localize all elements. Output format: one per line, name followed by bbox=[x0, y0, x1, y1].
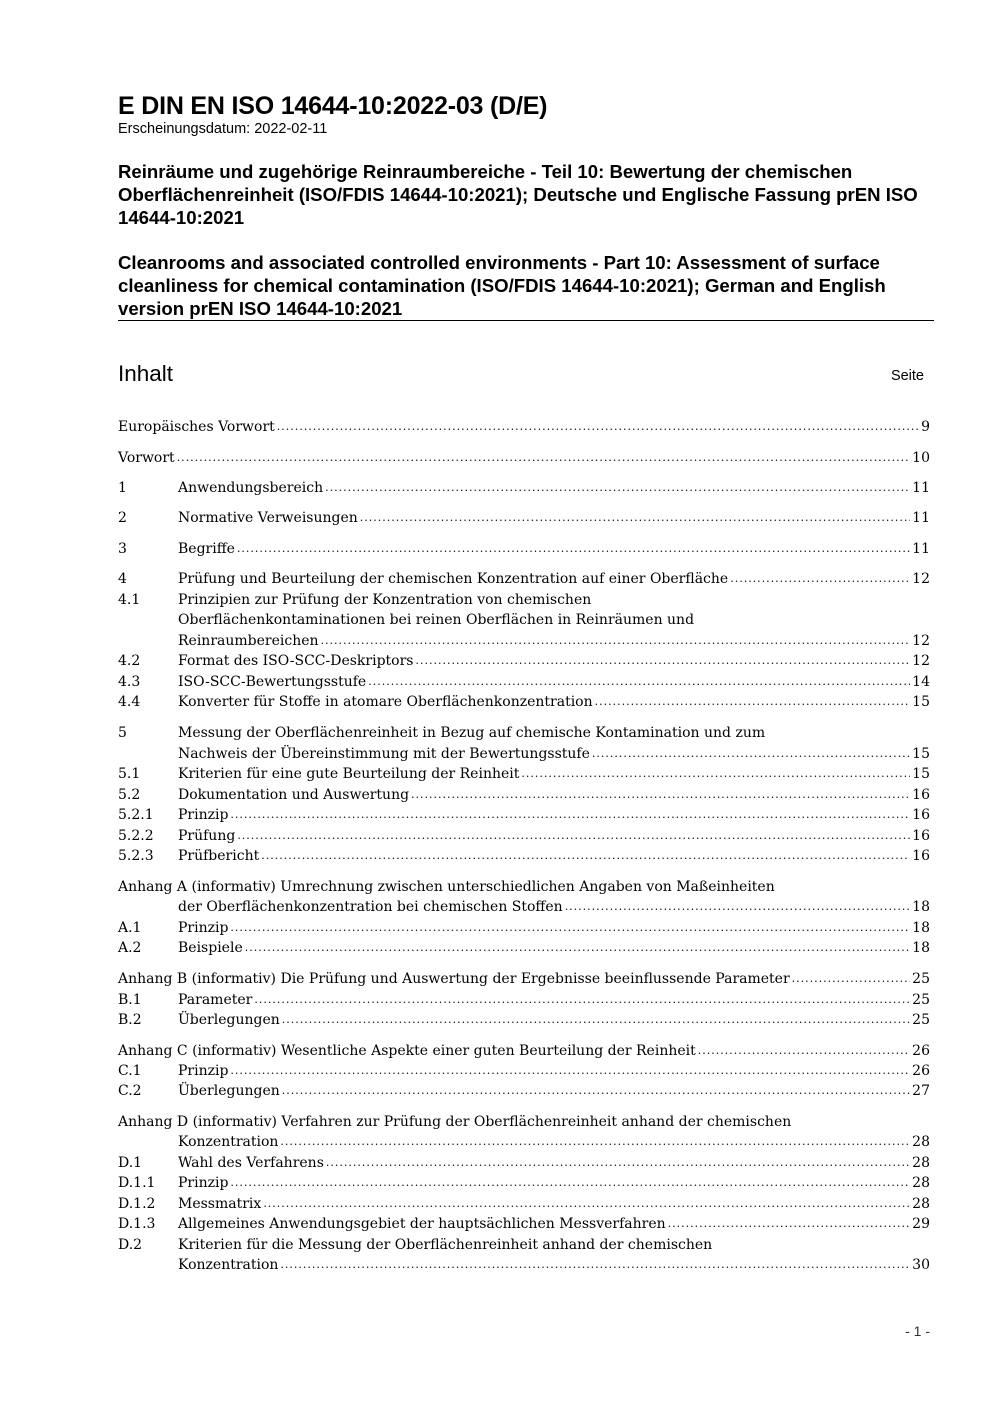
toc-entry-title: Konzentration bbox=[178, 1134, 279, 1150]
toc-entry-number: C.2 bbox=[118, 1083, 142, 1099]
toc-entry-title: Dokumentation und Auswertung bbox=[178, 787, 410, 803]
toc-entry-page: 16 bbox=[912, 848, 930, 864]
toc-leader-dots bbox=[280, 1255, 910, 1275]
toc-entry-title: Format des ISO-SCC-Deskriptors bbox=[178, 653, 414, 669]
toc-entry-title: Prüfbericht bbox=[178, 848, 260, 864]
toc-entry[interactable] bbox=[118, 1081, 930, 1101]
toc-entry-title: Anhang D (informativ) Verfahren zur Prüfung der Oberflächenreinheit anhand der chemischen bbox=[118, 1114, 792, 1130]
toc-entry-number: 4.2 bbox=[118, 653, 141, 669]
toc-entry-page: 12 bbox=[912, 571, 930, 587]
toc-entry[interactable] bbox=[118, 1112, 930, 1132]
toc-entry[interactable] bbox=[118, 610, 930, 630]
toc-entry-title: Prinzip bbox=[178, 1063, 229, 1079]
toc-leader-dots bbox=[230, 1061, 910, 1081]
toc-entry-title: Oberflächenkontaminationen bei reinen Oberflächen in Reinräumen und bbox=[178, 612, 695, 628]
toc-entry-page: 16 bbox=[912, 807, 930, 823]
toc-entry-title: Überlegungen bbox=[178, 1012, 280, 1028]
toc-entry[interactable] bbox=[118, 1173, 930, 1193]
toc-leader-dots bbox=[245, 938, 910, 958]
toc-entry-number: D.1.2 bbox=[118, 1196, 156, 1212]
toc-leader-dots bbox=[282, 1010, 910, 1030]
toc-leader-dots bbox=[230, 805, 910, 825]
toc-leader-dots bbox=[237, 826, 910, 846]
toc-entry[interactable] bbox=[118, 672, 930, 692]
toc-leader-dots bbox=[263, 1194, 910, 1214]
toc-entry[interactable] bbox=[118, 826, 930, 846]
toc-entry[interactable] bbox=[118, 990, 930, 1010]
toc-entry-number: 3 bbox=[118, 541, 127, 557]
toc-entry[interactable] bbox=[118, 417, 930, 437]
toc-entry-page: 15 bbox=[912, 766, 930, 782]
toc-entry-title: Kriterien für eine gute Beurteilung der Reinheit bbox=[178, 766, 520, 782]
header-divider bbox=[118, 320, 934, 321]
toc-entry-title: Nachweis der Übereinstimmung mit der Bewertungsstufe bbox=[178, 746, 590, 762]
publication-date: Erscheinungsdatum: 2022-02-11 bbox=[118, 121, 328, 137]
toc-leader-dots bbox=[254, 990, 910, 1010]
toc-entry-title: Prüfung und Beurteilung der chemischen Konzentration auf einer Oberfläche bbox=[178, 571, 729, 587]
toc-entry[interactable] bbox=[118, 744, 930, 764]
toc-entry-number: D.1.3 bbox=[118, 1216, 156, 1232]
toc-entry-page: 28 bbox=[912, 1196, 930, 1212]
toc-entry[interactable] bbox=[118, 1061, 930, 1081]
toc-entry-number: A.2 bbox=[118, 940, 142, 956]
toc-entry-number: 5.2.2 bbox=[118, 828, 154, 844]
toc-leader-dots bbox=[237, 539, 910, 559]
toc-entry-title: Wahl des Verfahrens bbox=[178, 1155, 324, 1171]
toc-entry-number: B.1 bbox=[118, 992, 142, 1008]
toc-entry-title: Vorwort bbox=[118, 450, 175, 466]
document-id: E DIN EN ISO 14644-10:2022-03 (D/E) bbox=[118, 92, 548, 120]
toc-entry-page: 15 bbox=[912, 694, 930, 710]
toc-entry-page: 18 bbox=[912, 940, 930, 956]
toc-entry-number: B.2 bbox=[118, 1012, 142, 1028]
toc-leader-dots bbox=[230, 1173, 910, 1193]
toc-entry-page: 15 bbox=[912, 746, 930, 762]
toc-entry[interactable] bbox=[118, 897, 930, 917]
toc-entry-page: 11 bbox=[912, 510, 930, 526]
toc-leader-dots bbox=[521, 764, 910, 784]
toc-entry-title: Allgemeines Anwendungsgebiet der hauptsächlichen Messverfahren bbox=[178, 1216, 666, 1232]
toc-entry-title: Konzentration bbox=[178, 1257, 279, 1273]
toc-entry-number: D.1.1 bbox=[118, 1175, 156, 1191]
toc-entry-number: C.1 bbox=[118, 1063, 142, 1079]
toc-entry[interactable] bbox=[118, 692, 930, 712]
toc-entry-title: Normative Verweisungen bbox=[178, 510, 358, 526]
toc-entry-title: Begriffe bbox=[178, 541, 235, 557]
toc-leader-dots bbox=[698, 1041, 910, 1061]
toc-heading: Inhalt bbox=[118, 361, 174, 386]
toc-leader-dots bbox=[415, 651, 910, 671]
toc-leader-dots bbox=[565, 897, 910, 917]
toc-leader-dots bbox=[280, 1132, 910, 1152]
toc-entry[interactable] bbox=[118, 539, 930, 559]
toc-entry-title: Kriterien für die Messung der Oberflächenreinheit anhand der chemischen bbox=[178, 1237, 713, 1253]
toc-entry-number: 1 bbox=[118, 480, 127, 496]
toc-leader-dots bbox=[592, 744, 910, 764]
toc-entry-page: 28 bbox=[912, 1155, 930, 1171]
toc-entry-page: 12 bbox=[912, 633, 930, 649]
toc-entry-page: 28 bbox=[912, 1175, 930, 1191]
toc-entry-number: 5.2 bbox=[118, 787, 141, 803]
toc-entry-page: 12 bbox=[912, 653, 930, 669]
toc-leader-dots bbox=[730, 569, 910, 589]
toc-entry-number: 5.2.3 bbox=[118, 848, 154, 864]
toc-entry[interactable] bbox=[118, 651, 930, 671]
toc-entry-page: 18 bbox=[912, 899, 930, 915]
toc-entry-page: 16 bbox=[912, 787, 930, 803]
toc-leader-dots bbox=[668, 1214, 911, 1234]
toc-entry-page: 11 bbox=[912, 480, 930, 496]
toc-entry-title: Prinzip bbox=[178, 920, 229, 936]
toc-entry-number: D.2 bbox=[118, 1237, 143, 1253]
toc-entry[interactable] bbox=[118, 846, 930, 866]
page-number: - 1 - bbox=[905, 1323, 930, 1339]
toc-entry[interactable] bbox=[118, 1041, 930, 1061]
toc-entry-page: 9 bbox=[921, 419, 930, 435]
toc-entry-title: Prinzipien zur Prüfung der Konzentration von chemischen bbox=[178, 592, 592, 608]
toc-entry[interactable] bbox=[118, 448, 930, 468]
toc-leader-dots bbox=[261, 846, 910, 866]
toc-entry-number: 4.3 bbox=[118, 674, 141, 690]
toc-entry[interactable] bbox=[118, 569, 930, 589]
toc-entry[interactable] bbox=[118, 785, 930, 805]
toc-entry[interactable] bbox=[118, 631, 930, 651]
toc-entry-title: Anhang C (informativ) Wesentliche Aspekte einer guten Beurteilung der Reinheit bbox=[118, 1043, 696, 1059]
toc-entry-title: Reinraumbereichen bbox=[178, 633, 319, 649]
toc-entry[interactable] bbox=[118, 1132, 930, 1152]
toc-entry-title: Messung der Oberflächenreinheit in Bezug auf chemische Kontamination und zum bbox=[178, 725, 766, 741]
toc-entry-page: 27 bbox=[912, 1083, 930, 1099]
toc-entry[interactable] bbox=[118, 1010, 930, 1030]
toc-entry-page: 29 bbox=[912, 1216, 930, 1232]
toc-entry[interactable] bbox=[118, 877, 930, 897]
toc-entry-title: Prüfung bbox=[178, 828, 236, 844]
toc-entry-number: 5.1 bbox=[118, 766, 141, 782]
toc-entry-page: 28 bbox=[912, 1134, 930, 1150]
toc-entry-number: 4.4 bbox=[118, 694, 141, 710]
toc-entry-title: Anwendungsbereich bbox=[178, 480, 324, 496]
toc-entry[interactable] bbox=[118, 723, 930, 743]
toc-entry-title: Konverter für Stoffe in atomare Oberflächenkonzentration bbox=[178, 694, 593, 710]
toc-entry-page: 25 bbox=[912, 971, 930, 987]
toc-leader-dots bbox=[411, 785, 910, 805]
toc-entry-page: 11 bbox=[912, 541, 930, 557]
toc-leader-dots bbox=[177, 448, 910, 468]
title-english: Cleanrooms and associated controlled environments - Part 10: Assessment of surface cleanliness for chemical contamination (ISO/FDIS 14644-10:2021); German and English version prEN ISO 14644-10:2021 bbox=[118, 252, 886, 319]
toc-leader-dots bbox=[326, 1153, 910, 1173]
toc-entry[interactable] bbox=[118, 1214, 930, 1234]
toc-entry-page: 26 bbox=[912, 1063, 930, 1079]
toc-entry-title: Überlegungen bbox=[178, 1083, 280, 1099]
toc-entry-page: 16 bbox=[912, 828, 930, 844]
toc-entry[interactable] bbox=[118, 969, 930, 989]
toc-entry-title: Messmatrix bbox=[178, 1196, 262, 1212]
toc-entry-page: 30 bbox=[912, 1257, 930, 1273]
toc-entry-title: Europäisches Vorwort bbox=[118, 419, 275, 435]
toc-entry[interactable] bbox=[118, 590, 930, 610]
toc-entry-title: Beispiele bbox=[178, 940, 243, 956]
toc-entry-number: 5 bbox=[118, 725, 127, 741]
toc-leader-dots bbox=[321, 631, 911, 651]
toc-entry[interactable] bbox=[118, 938, 930, 958]
toc-entry-title: Parameter bbox=[178, 992, 253, 1008]
title-german: Reinräume und zugehörige Reinraumbereiche - Teil 10: Bewertung der chemischen Oberflächenreinheit (ISO/FDIS 14644-10:2021); Deutsche und Englische Fassung prEN ISO 14644-10:2021 bbox=[118, 161, 918, 228]
toc-entry-title: Anhang A (informativ) Umrechnung zwischen unterschiedlichen Angaben von Maßeinheiten bbox=[118, 879, 775, 895]
toc-page-column-label: Seite bbox=[890, 368, 924, 384]
toc-entry[interactable] bbox=[118, 1153, 930, 1173]
toc-entry[interactable] bbox=[118, 478, 930, 498]
toc-entry[interactable] bbox=[118, 1235, 930, 1255]
toc-leader-dots bbox=[230, 918, 910, 938]
toc-entry-number: 4.1 bbox=[118, 592, 141, 608]
toc-entry-page: 10 bbox=[912, 450, 930, 466]
toc-entry-page: 26 bbox=[912, 1043, 930, 1059]
toc-entry[interactable] bbox=[118, 1255, 930, 1275]
toc-entry[interactable] bbox=[118, 1194, 930, 1214]
toc-entry-title: Prinzip bbox=[178, 807, 229, 823]
toc-entry-title: ISO-SCC-Bewertungsstufe bbox=[178, 674, 367, 690]
toc-entry[interactable] bbox=[118, 918, 930, 938]
toc-entry[interactable] bbox=[118, 508, 930, 528]
toc-entry-number: 4 bbox=[118, 571, 127, 587]
toc-leader-dots bbox=[325, 478, 910, 498]
toc-leader-dots bbox=[595, 692, 911, 712]
toc-entry-page: 14 bbox=[912, 674, 930, 690]
toc-entry[interactable] bbox=[118, 764, 930, 784]
toc-entry-title: Anhang B (informativ) Die Prüfung und Auswertung der Ergebnisse beeinflussende Parameter bbox=[118, 971, 790, 987]
toc-entry-title: der Oberflächenkonzentration bei chemischen Stoffen bbox=[178, 899, 563, 915]
toc-entry-number: 2 bbox=[118, 510, 127, 526]
toc-entry[interactable] bbox=[118, 805, 930, 825]
toc-entry-number: 5.2.1 bbox=[118, 807, 154, 823]
toc-entry-number: A.1 bbox=[118, 920, 142, 936]
toc-entry-page: 25 bbox=[912, 1012, 930, 1028]
toc-entry-page: 25 bbox=[912, 992, 930, 1008]
toc-leader-dots bbox=[277, 417, 919, 437]
toc-leader-dots bbox=[282, 1081, 910, 1101]
toc-leader-dots bbox=[792, 969, 911, 989]
toc-leader-dots bbox=[360, 508, 910, 528]
toc-entry-title: Prinzip bbox=[178, 1175, 229, 1191]
toc-entry-number: D.1 bbox=[118, 1155, 143, 1171]
toc-entry-page: 18 bbox=[912, 920, 930, 936]
toc-leader-dots bbox=[368, 672, 910, 692]
